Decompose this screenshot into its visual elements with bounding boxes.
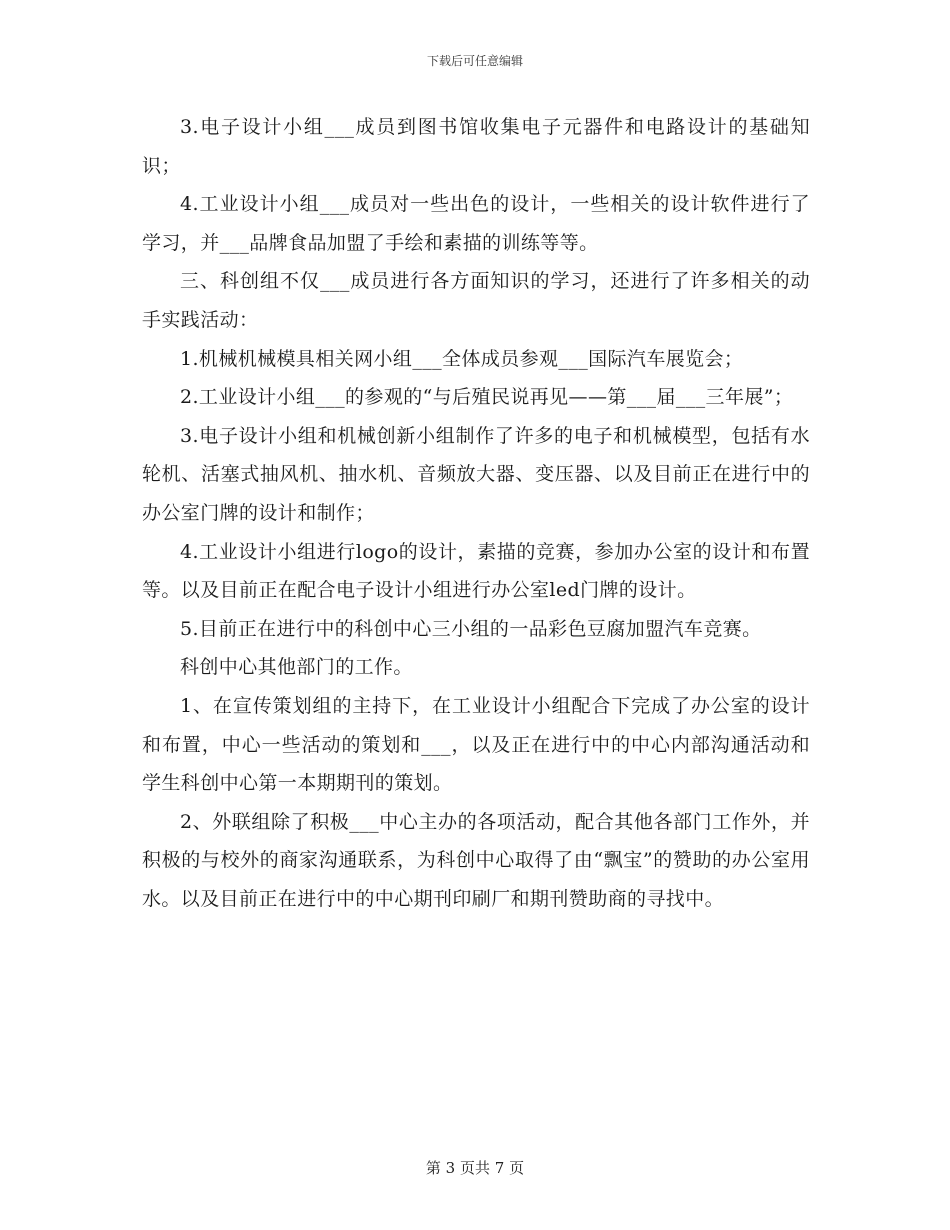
page-footer: 第 3 页共 7 页 — [425, 1159, 525, 1177]
paragraph-5: 2.工业设计小组___的参观的“与后殖民说再见——第___届___三年展”； — [180, 386, 794, 409]
paragraph-2: 4.工业设计小组___成员对一些出色的设计，一些相关的设计软件进行了学习，并___品牌食品加盟了手绘和素描的训练等等。 — [142, 193, 810, 254]
paragraph-4: 1.机械机械模具相关网小组___全体成员参观___国际汽车展览会； — [180, 347, 744, 370]
paragraph-9: 科创中心其他部门的工作。 — [180, 656, 413, 679]
page-header: 下载后可任意编辑 — [426, 54, 523, 68]
paragraph-11: 2、外联组除了积极___中心主办的各项活动，配合其他各部门工作外，并积极的与校外的商家沟通联系，为科创中心取得了由“飘宝”的赞助的办公室用水。以及目前正在进行中的中心期刊印刷厂和期刊赞助商的寻找中。 — [142, 810, 810, 910]
paragraph-7: 4.工业设计小组进行logo的设计，素描的竞赛，参加办公室的设计和布置等。以及目前正在配合电子设计小组进行办公室led门牌的设计。 — [142, 540, 810, 602]
paragraph-3: 三、科创组不仅___成员进行各方面知识的学习，还进行了许多相关的动手实践活动： — [142, 270, 810, 331]
document-body — [142, 108, 810, 918]
paragraph-1: 3.电子设计小组___成员到图书馆收集电子元器件和电路设计的基础知识； — [142, 116, 810, 177]
paragraph-6: 3.电子设计小组和机械创新小组制作了许多的电子和机械模型，包括有水轮机、活塞式抽风机、抽水机、音频放大器、变压器、以及目前正在进行中的办公室门牌的设计和制作； — [142, 424, 810, 524]
paragraph-8: 5.目前正在进行中的科创中心三小组的一品彩色豆腐加盟汽车竞赛。 — [180, 617, 762, 640]
paragraph-10: 1、在宣传策划组的主持下，在工业设计小组配合下完成了办公室的设计和布置，中心一些活动的策划和___，以及正在进行中的中心内部沟通活动和学生科创中心第一本期期刊的策划。 — [142, 694, 810, 795]
